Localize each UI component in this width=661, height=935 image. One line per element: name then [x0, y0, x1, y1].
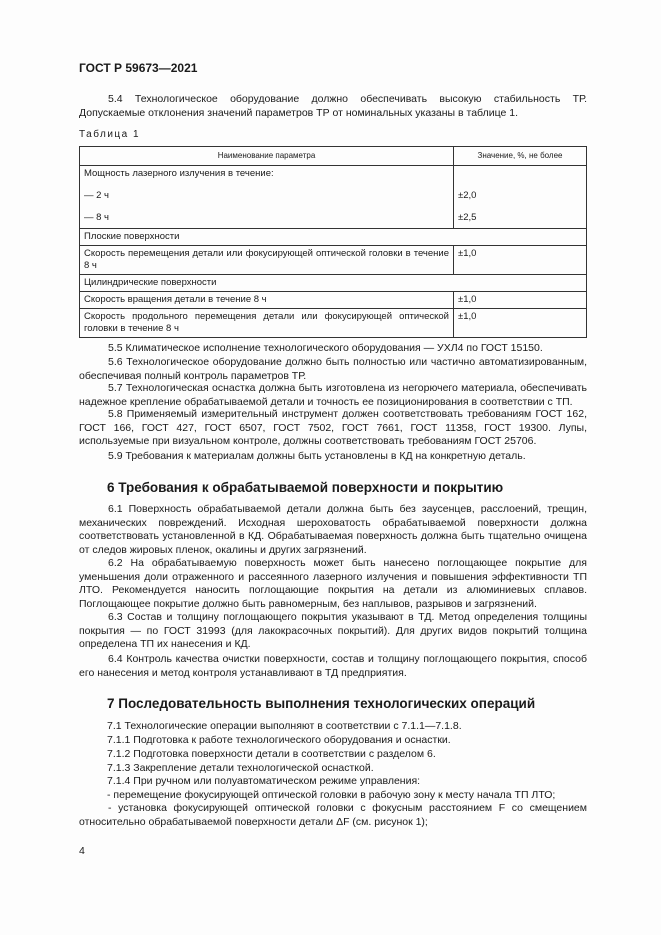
table-section-cylindrical: Цилиндрические поверхности: [80, 275, 587, 292]
paragraph-5-5: 5.5 Климатическое исполнение технологического оборудования — УХЛ4 по ГОСТ 15150.: [108, 342, 543, 354]
item-7-1: 7.1 Технологические операции выполняют в соответствии с 7.1.1—7.1.8.: [107, 720, 462, 732]
table-cell: ±2,5: [454, 206, 587, 229]
paragraph-6-4: 6.4 Контроль качества очистки поверхности, состав и толщину поглощающего покрытия, способ его нанесения и метод контроля устанавливают в ТД предприятия.: [79, 653, 587, 679]
paragraph-6-2: 6.2 На обрабатываемую поверхность может быть нанесено поглощающее покрытие для уменьшения доли отраженного и рассеянного лазерного излучения и повышения эффективности ТП ЛТО. Рекомендуется наносить поглощающие покрытия на детали из алюминиевых сплавов. Поглощающее покрытие должно быть равномерным, без наплывов, разрывов и загрязнений.: [79, 557, 587, 610]
item-7-1-1: 7.1.1 Подготовка к работе технологического оборудования и оснастки.: [107, 734, 451, 746]
item-7-1-4-a: - перемещение фокусирующей оптической головки в рабочую зону к месту начала ТП ЛТО;: [107, 789, 556, 801]
table-cell: ±1,0: [454, 309, 587, 338]
table-cell: Скорость вращения детали в течение 8 ч: [80, 292, 454, 309]
table-header-value: Значение, %, не более: [454, 147, 587, 166]
table-cell: Скорость перемещения детали или фокусирующей оптической головки в течение 8 ч: [80, 246, 454, 275]
table-header-parameter: Наименование параметра: [80, 147, 454, 166]
paragraph-6-1: 6.1 Поверхность обрабатываемой детали должна быть без заусенцев, расслоений, трещин, механических повреждений. Исходная шероховатость обрабатываемой поверхности должна соответствовать установленной в КД. Обрабатываемая поверхность должна быть тщательно очищена от следов жировых пленок, окалины и других загрязнений.: [79, 503, 587, 556]
item-7-1-4: 7.1.4 При ручном или полуавтоматическом режиме управления:: [107, 775, 421, 787]
table-cell: ±1,0: [454, 292, 587, 309]
paragraph-5-6: 5.6 Технологическое оборудование должно быть полностью или частично автоматизированным, обеспечивая полный контроль параметров ТР.: [79, 356, 587, 382]
section-7-heading: 7 Последовательность выполнения технологических операций: [107, 696, 536, 711]
table-cell: Мощность лазерного излучения в течение:: [80, 166, 454, 185]
item-7-1-3: 7.1.3 Закрепление детали технологической оснасткой.: [107, 762, 374, 774]
paragraph-5-4: 5.4 Технологическое оборудование должно обеспечивать высокую стабильность ТР. Допускаемые отклонения значений параметров ТР от номинальных указаны в таблице 1.: [79, 93, 587, 119]
paragraph-5-8: 5.8 Применяемый измерительный инструмент должен соответствовать требованиям ГОСТ 162, ГОСТ 166, ГОСТ 427, ГОСТ 6507, ГОСТ 7502, ГОСТ 7661, ГОСТ 11358, ГОСТ 19300. Лупы, используемые при визуальном контроле, должны соответствовать требованиям ГОСТ 25706.: [79, 408, 587, 447]
section-6-heading: 6 Требования к обрабатываемой поверхности и покрытию: [107, 480, 504, 495]
document-header: ГОСТ Р 59673—2021: [79, 61, 198, 75]
item-7-1-4-b: - установка фокусирующей оптической головки с фокусным расстоянием F со смещением относительно обрабатываемой поверхности детали ΔF (см. рисунок 1);: [79, 802, 587, 828]
paragraph-5-7: 5.7 Технологическая оснастка должна быть изготовлена из негорючего материала, обеспечивать надежное крепление обрабатываемой детали и точность ее позиционирования в соответствии с ТП.: [79, 382, 587, 408]
paragraph-6-3: 6.3 Состав и толщину поглощающего покрытия указывают в ТД. Метод определения толщины покрытия — по ГОСТ 31993 (для лакокрасочных покрытий). Для других видов покрытий толщина определена ТП их нанесения и КД.: [79, 611, 587, 650]
table-cell: Скорость продольного перемещения детали или фокусирующей оптической головки в течение 8 ч: [80, 309, 454, 338]
table-cell: [454, 166, 587, 185]
table-caption: Таблица 1: [79, 129, 141, 140]
table-cell: — 8 ч: [80, 206, 454, 229]
table-section-flat: Плоские поверхности: [80, 229, 587, 246]
page-number: 4: [79, 845, 85, 857]
paragraph-5-9: 5.9 Требования к материалам должны быть установлены в КД на конкретную деталь.: [108, 450, 526, 462]
table-cell: — 2 ч: [80, 184, 454, 206]
table-cell: ±1,0: [454, 246, 587, 275]
table-cell: ±2,0: [454, 184, 587, 206]
item-7-1-2: 7.1.2 Подготовка поверхности детали в соответствии с разделом 6.: [107, 748, 436, 760]
table-1: [79, 146, 587, 338]
